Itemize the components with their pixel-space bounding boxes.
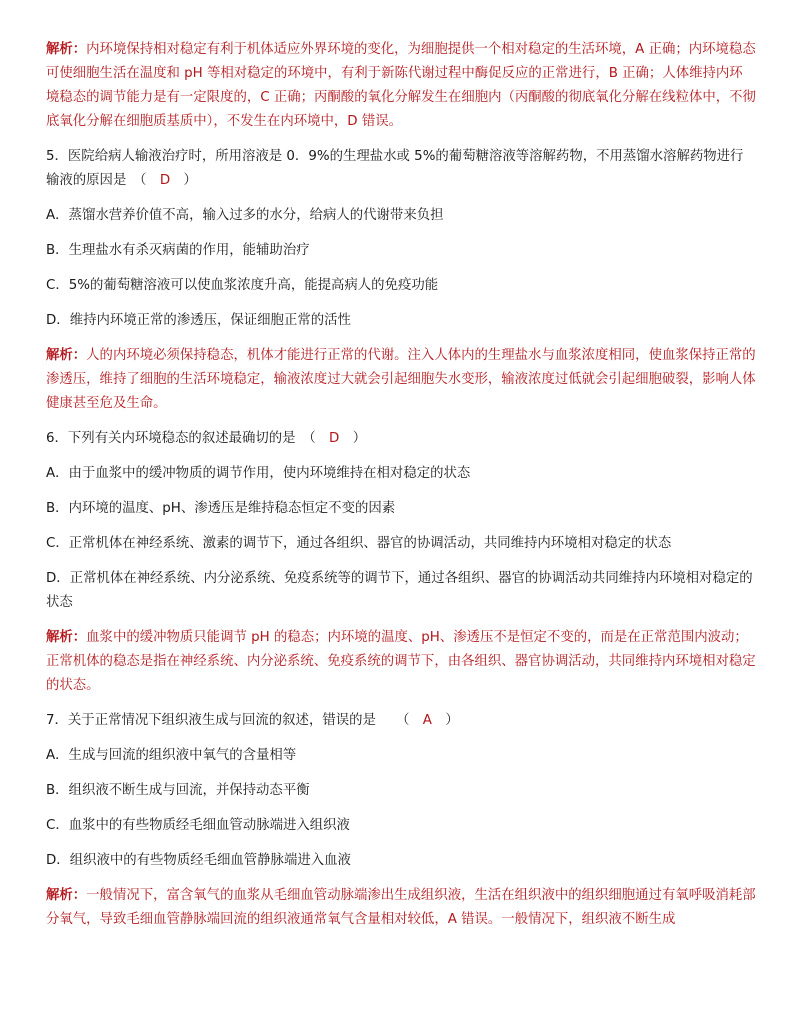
analysis-label: 解析： <box>46 42 87 57</box>
question-7-answer: A <box>422 713 432 728</box>
analysis-q5 <box>46 344 756 416</box>
question-6-text: 6．下列有关内环境稳态的叙述最确切的是 （ <box>46 431 316 446</box>
question-5-stem <box>46 145 756 193</box>
question-6-option-b: B．内环境的温度、pH、渗透压是维持稳态恒定不变的因素 <box>46 501 396 516</box>
analysis-text: 一般情况下，富含氧气的血浆从毛细血管动脉端渗出生成组织液，生活在组织液中的组织细胞通过有氧呼吸消耗部分氧气，导致毛细血管静脉端回流的组织液通常氧气含量相对较低，A 错误。一般情况下，组织液不断生成 <box>46 888 756 927</box>
question-5-option-a: A．蒸馏水营养价值不高，输入过多的水分，给病人的代谢带来负担 <box>46 208 444 223</box>
question-5-bracket-close: ） <box>183 173 197 188</box>
analysis-text: 血浆中的缓冲物质只能调节 pH 的稳态；内环境的温度、pH、渗透压不是恒定不变的，而是在正常范围内波动；正常机体的稳态是指在神经系统、内分泌系统、免疫系统的调节下，由各组织、器官协调活动，共同维持内环境相对稳定的状态。 <box>46 630 756 693</box>
question-7-text: 7．关于正常情况下组织液生成与回流的叙述，错误的是 （ <box>46 713 410 728</box>
question-7-option-a: A．生成与回流的组织液中氧气的含量相等 <box>46 748 297 763</box>
analysis-q6 <box>46 626 756 698</box>
question-6-bracket-close: ） <box>352 431 367 446</box>
question-5-answer: D <box>159 173 171 188</box>
question-6-option-c: C．正常机体在神经系统、激素的调节下，通过各组织、器官的协调活动，共同维持内环境相对稳定的状态 <box>46 536 672 551</box>
analysis-label: 解析： <box>46 348 87 363</box>
question-5-text: 5．医院给病人输液治疗时，所用溶液是 0．9%的生理盐水或 5%的葡萄糖溶液等溶解药物，不用蒸馏水溶解药物进行输液的原因是 （ <box>46 149 744 188</box>
question-7-option-d: D．组织液中的有些物质经毛细血管静脉端进入血液 <box>46 853 351 868</box>
question-6-option-a: A．由于血浆中的缓冲物质的调节作用，使内环境维持在相对稳定的状态 <box>46 466 471 481</box>
analysis-label: 解析： <box>46 888 87 903</box>
question-7-bracket-close: ） <box>445 713 459 728</box>
question-7-option-c: C．血浆中的有些物质经毛细血管动脉端进入组织液 <box>46 818 350 833</box>
document-page <box>46 38 756 932</box>
question-6-answer: D <box>329 431 340 446</box>
analysis-text: 人的内环境必须保持稳态，机体才能进行正常的代谢。注入人体内的生理盐水与血浆浓度相同，使血浆保持正常的渗透压，维持了细胞的生活环境稳定，输液浓度过大就会引起细胞失水变形，输液浓度过低就会引起细胞破裂，影响人体健康甚至危及生命。 <box>46 348 756 411</box>
question-5-option-d: D．维持内环境正常的渗透压，保证细胞正常的活性 <box>46 313 351 328</box>
analysis-q4 <box>46 38 756 134</box>
question-7-stem <box>46 709 756 733</box>
question-6-option-d: D．正常机体在神经系统、内分泌系统、免疫系统等的调节下，通过各组织、器官的协调活动共同维持内环境相对稳定的状态 <box>46 571 753 610</box>
question-6-stem <box>46 427 756 451</box>
question-7-option-b: B．组织液不断生成与回流，并保持动态平衡 <box>46 783 310 798</box>
analysis-q7 <box>46 884 756 932</box>
question-5-option-c: C．5%的葡萄糖溶液可以使血浆浓度升高，能提高病人的免疫功能 <box>46 278 439 293</box>
analysis-label: 解析： <box>46 630 87 645</box>
question-5-option-b: B．生理盐水有杀灭病菌的作用，能辅助治疗 <box>46 243 310 258</box>
analysis-text: 内环境保持相对稳定有利于机体适应外界环境的变化，为细胞提供一个相对稳定的生活环境，A 正确；内环境稳态可使细胞生活在温度和 pH 等相对稳定的环境中，有利于新陈代谢过程中酶促反应的正常进行，B 正确；人体维持内环境稳态的调节能力是有一定限度的，C 正确；丙酮酸的氧化分解发生在细胞内（丙酮酸的彻底氧化分解在线粒体中，不彻底氧化分解在细胞质基质中），不发生在内环境中，D 错误。 <box>46 42 756 129</box>
